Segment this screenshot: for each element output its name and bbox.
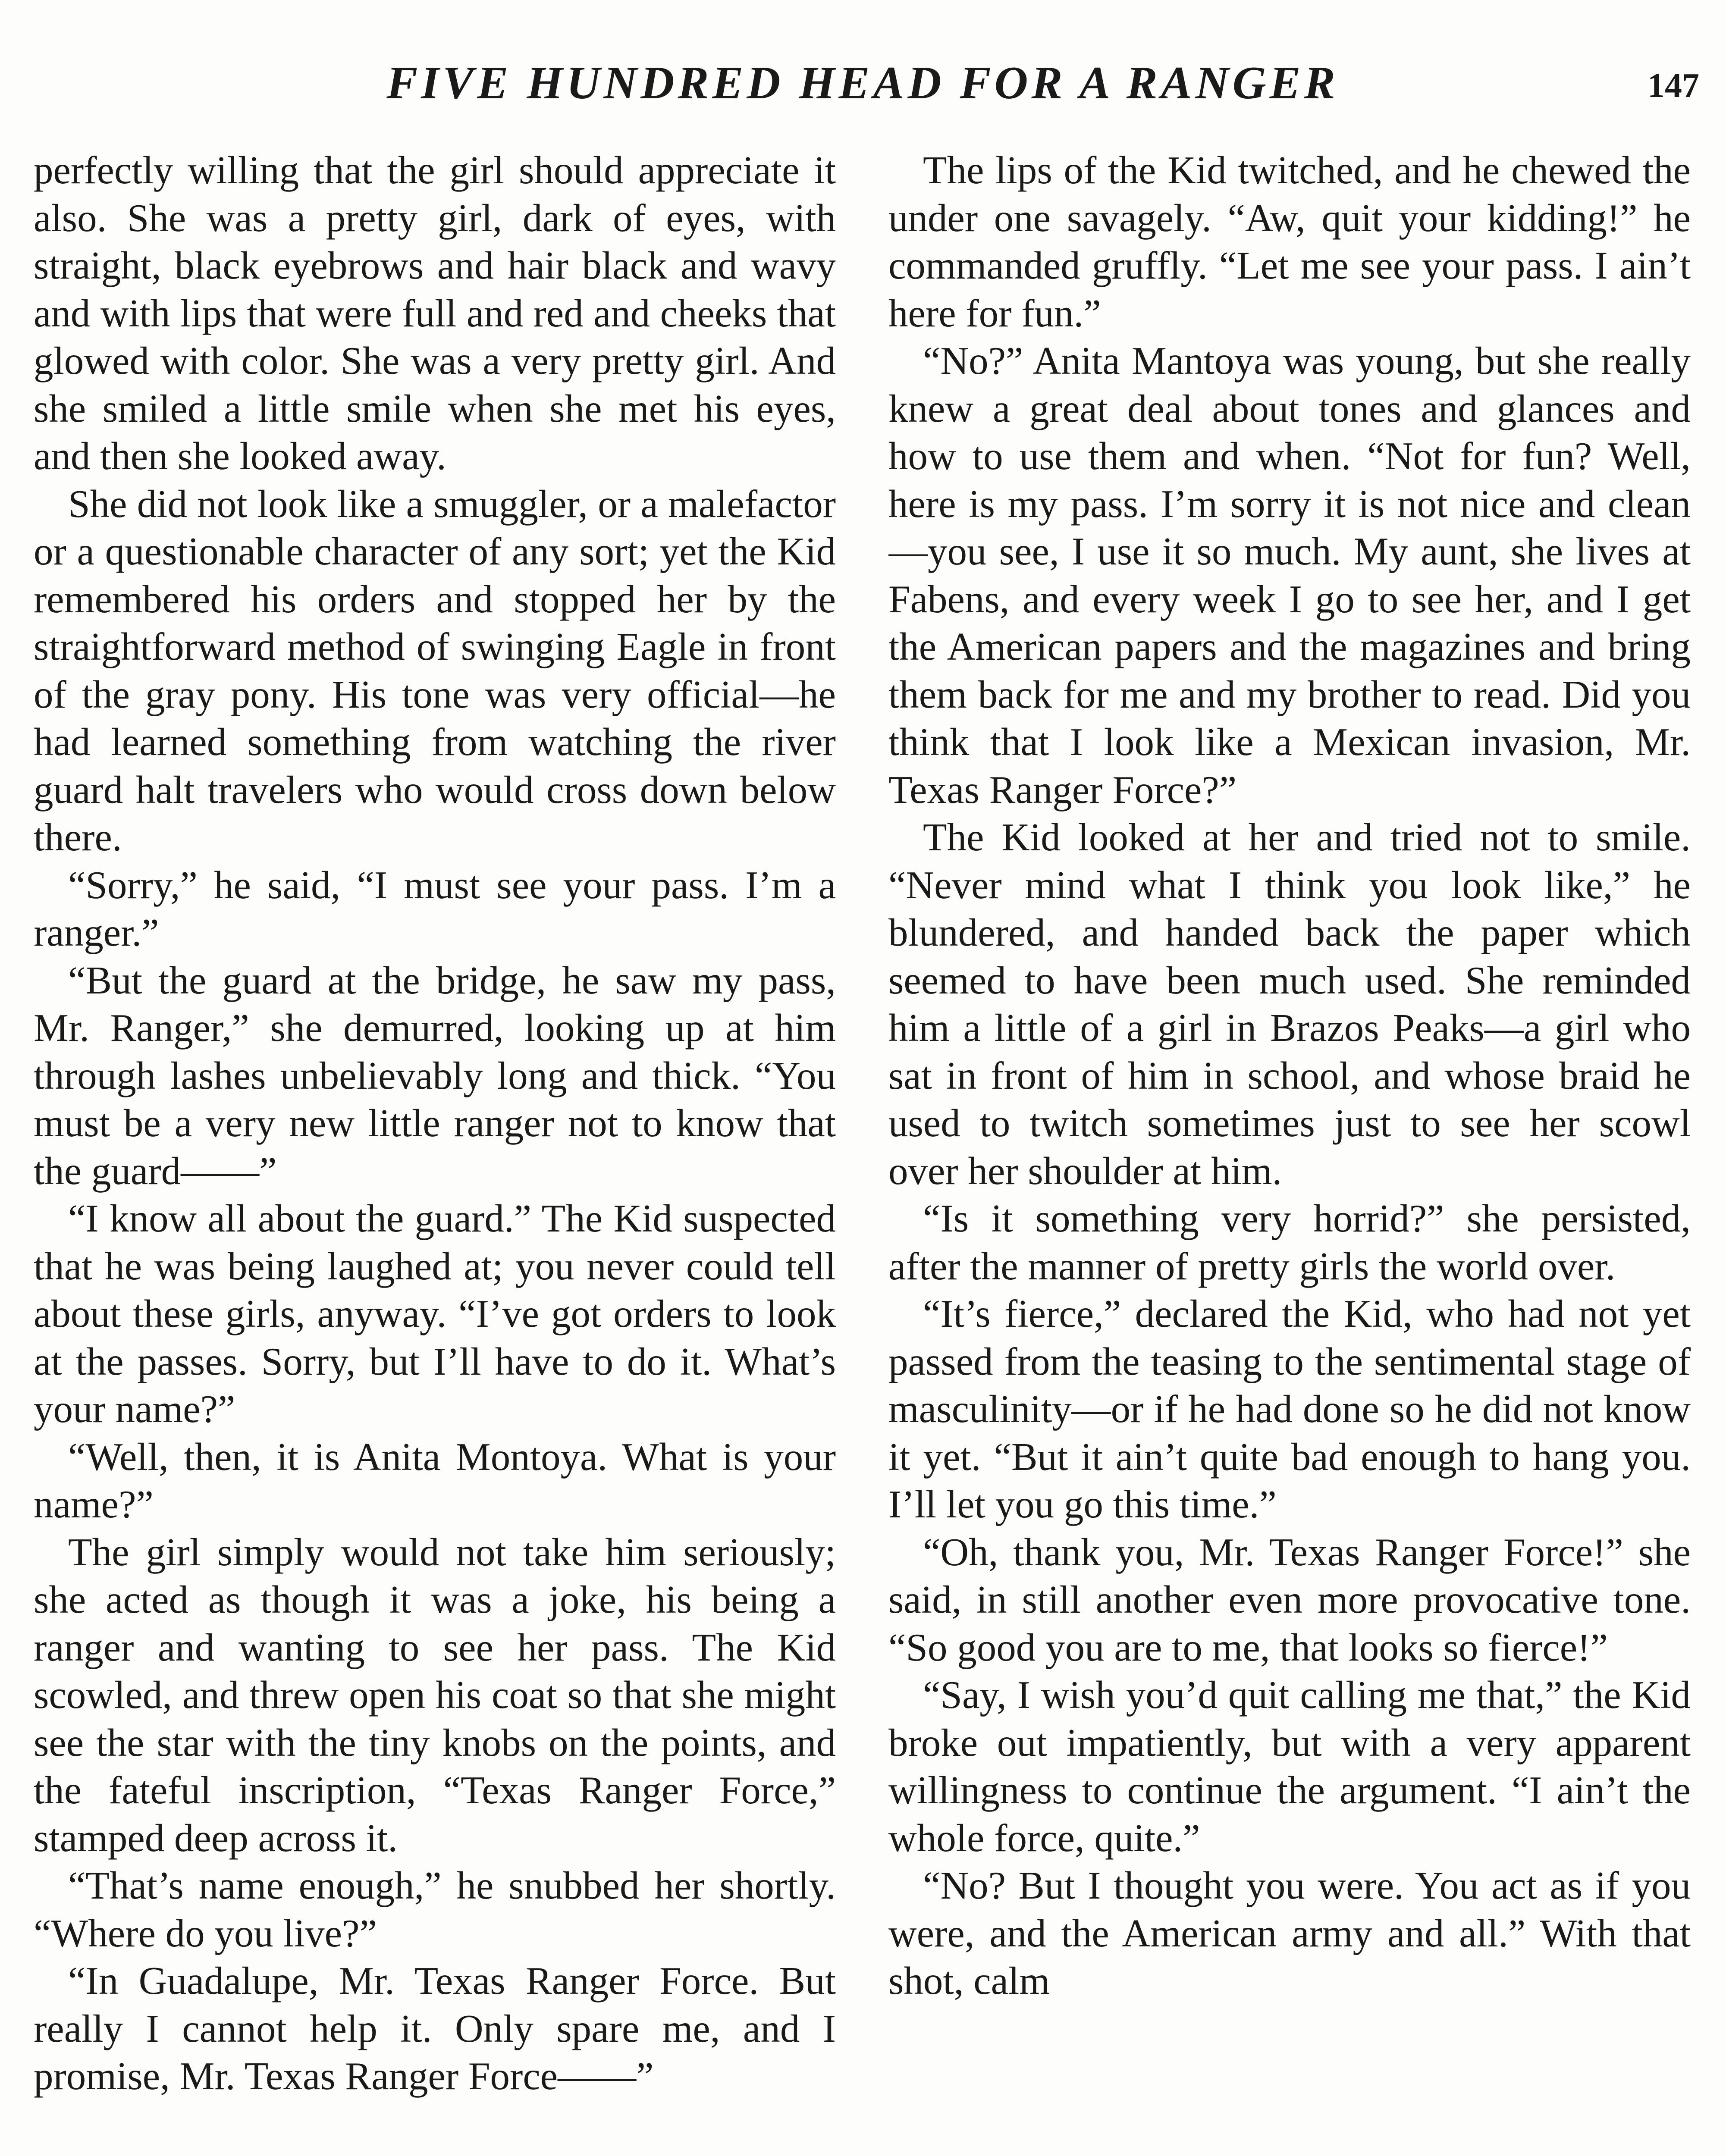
page-number: 147 [1648, 67, 1699, 105]
paragraph: “Say, I wish you’d quit calling me that,” the Kid broke out impatiently, but with a very apparent willingness to continue the argument. “I ain’t the whole force, quite.” [888, 1673, 1691, 1860]
paragraph: “No? But I thought you were. You act as if you were, and the American army and all.” With that shot, calm [888, 1864, 1691, 2002]
paragraph: “Oh, thank you, Mr. Texas Ranger Force!” she said, in still another even more provocative tone. “So good you are to me, that looks so fierce!” [888, 1530, 1691, 1669]
paragraph: “Well, then, it is Anita Montoya. What is your name?” [34, 1435, 836, 1526]
paragraph: “But the guard at the bridge, he saw my pass, Mr. Ranger,” she demurred, looking up at him through lashes unbelievably long and thick. “You must be a very new little ranger not to know that the guard——” [34, 958, 836, 1193]
paragraph: The girl simply would not take him seriously; she acted as though it was a joke, his being a ranger and wanting to see her pass. The Kid scowled, and threw open his coat so that she might see the star with the tiny knobs on the points, and the fateful inscription, “Texas Ranger Force,” stamped deep across it. [34, 1530, 836, 1860]
running-head [0, 51, 1726, 116]
right-column [888, 147, 1691, 2156]
paragraph: perfectly willing that the girl should appreciate it also. She was a pretty girl, dark of eyes, with straight, black eyebrows and hair black and wavy and with lips that were full and red and cheeks that glowed with color. She was a very pretty girl. And she smiled a little smile when she met his eyes, and then she looked away. [34, 148, 836, 478]
left-column [34, 147, 836, 2156]
paragraph: The lips of the Kid twitched, and he chewed the under one savagely. “Aw, quit your kidding!” he commanded gruffly. “Let me see your pass. I ain’t here for fun.” [888, 148, 1691, 335]
paragraph: “No?” Anita Mantoya was young, but she really knew a great deal about tones and glances and how to use them and when. “Not for fun? Well, here is my pass. I’m sorry it is not nice and clean—you see, I use it so much. My aunt, she lives at Fabens, and every week I go to see her, and I get the American papers and the magazines and bring them back for me and my brother to read. Did you think that I look like a Mexican invasion, Mr. Texas Ranger Force?” [888, 339, 1691, 812]
paragraph: “In Guadalupe, Mr. Texas Ranger Force. But really I cannot help it. Only spare me, and I promise, Mr. Texas Ranger Force——” [34, 1959, 836, 2098]
paragraph: “Is it something very horrid?” she persisted, after the manner of pretty girls the world over. [888, 1197, 1691, 1288]
paragraph: The Kid looked at her and tried not to smile. “Never mind what I think you look like,” he blundered, and handed back the paper which seemed to have been much used. She reminded him a little of a girl in Brazos Peaks—a girl who sat in front of him in school, and whose braid he used to twitch sometimes just to see her scowl over her shoulder at him. [888, 815, 1691, 1193]
paragraph: “Sorry,” he said, “I must see your pass. I’m a ranger.” [34, 863, 836, 954]
paragraph: “It’s fierce,” declared the Kid, who had not yet passed from the teasing to the sentimental stage of masculinity—or if he had done so he did not know it yet. “But it ain’t quite bad enough to hang you. I’ll let you go this time.” [888, 1292, 1691, 1526]
paragraph: She did not look like a smuggler, or a malefactor or a questionable character of any sort; yet the Kid remembered his orders and stopped her by the straightforward method of swinging Eagle in front of the gray pony. His tone was very official—he had learned something from watching the river guard halt travelers who would cross down below there. [34, 482, 836, 859]
running-title: FIVE HUNDRED HEAD FOR A RANGER [386, 57, 1339, 109]
paragraph: “That’s name enough,” he snubbed her shortly. “Where do you live?” [34, 1864, 836, 1955]
paragraph: “I know all about the guard.” The Kid suspected that he was being laughed at; you never could tell about these girls, anyway. “I’ve got orders to look at the passes. Sorry, but I’ll have to do it. What’s your name?” [34, 1197, 836, 1431]
